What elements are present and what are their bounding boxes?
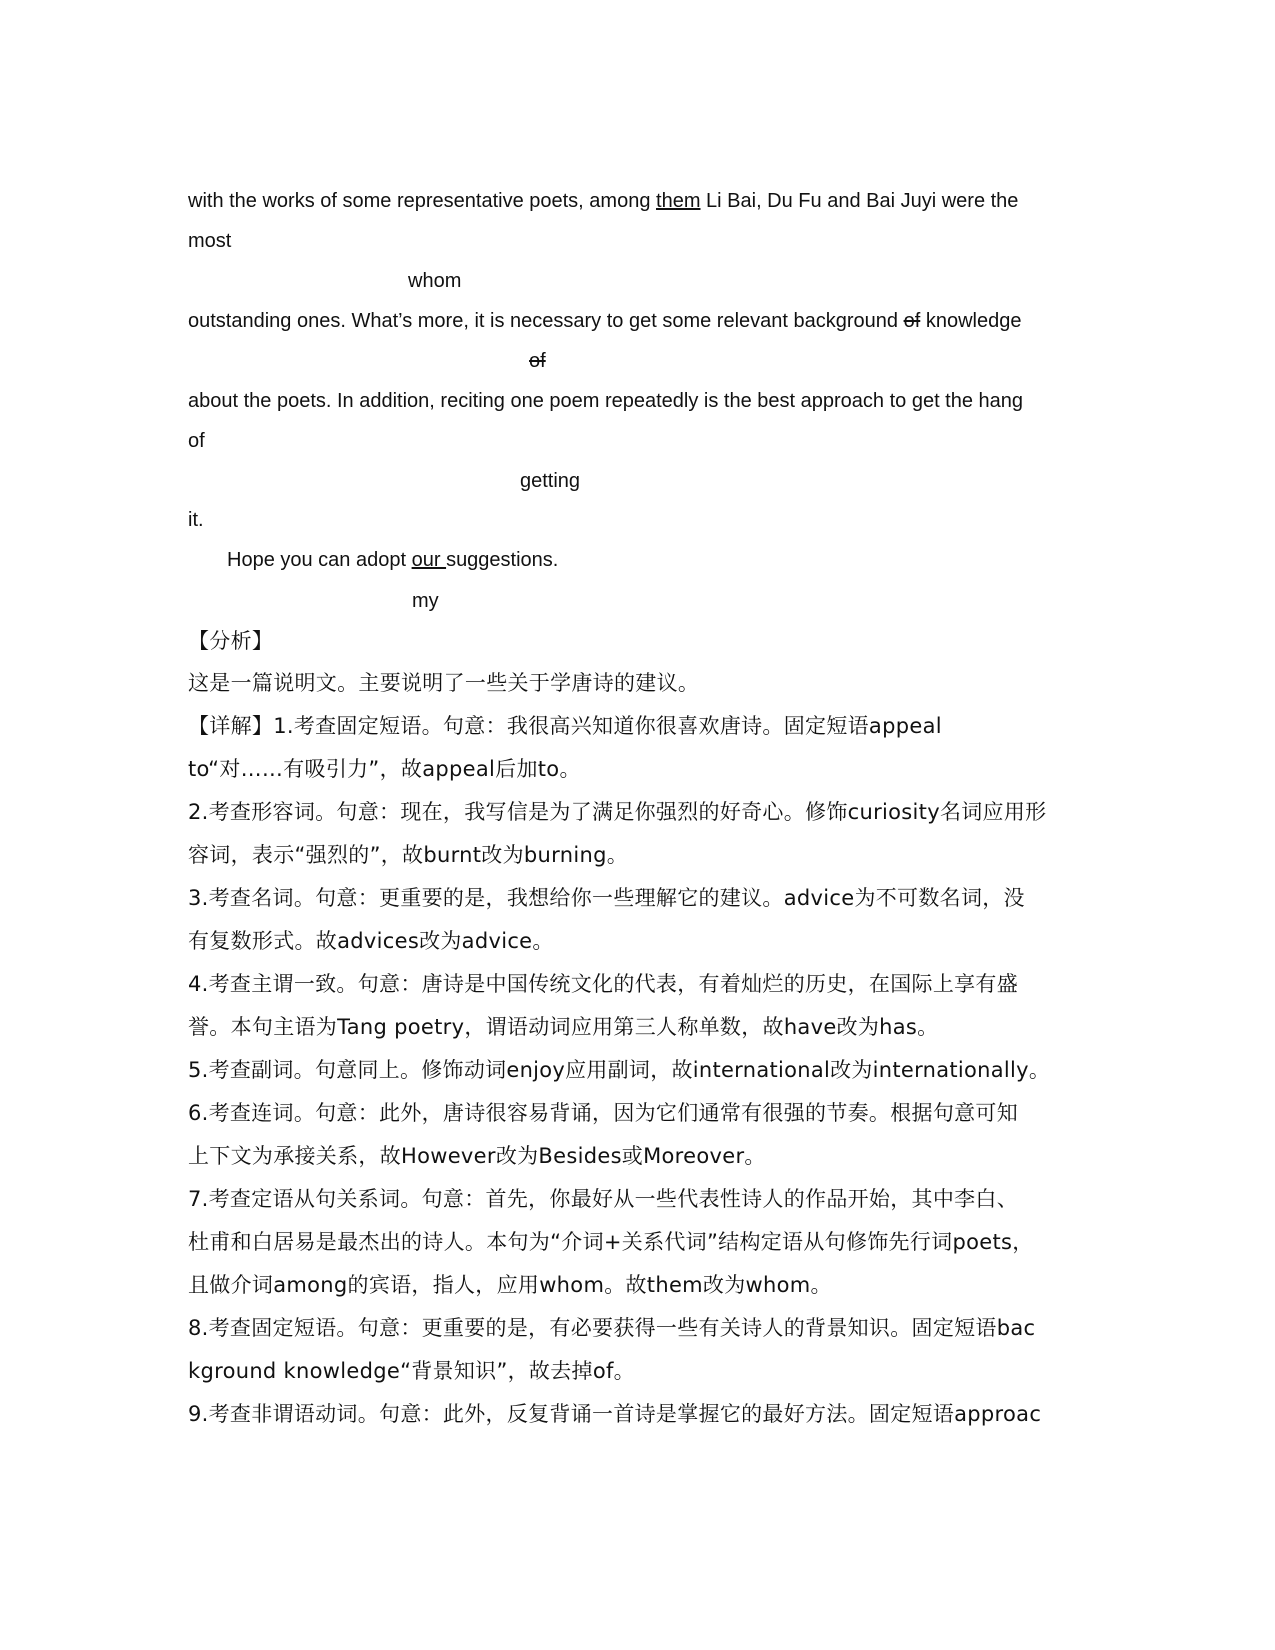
detail-line: 9.考查非谓语动词。句意：此外，反复背诵一首诗是掌握它的最好方法。固定短语approac [188, 1402, 1042, 1426]
essay-line-3: about the poets. In addition, reciting one poem repeatedly is the best approach to get the hang [188, 390, 1024, 412]
detail-line: 6.考查连词。句意：此外，唐诗很容易背诵，因为它们通常有很强的节奏。根据句意可知 [188, 1101, 1019, 1125]
essay-line-4: it. [188, 509, 204, 531]
detail-line: to“对……有吸引力”，故appeal后加to。 [188, 757, 581, 781]
marked-error-them: them [656, 190, 701, 212]
essay-line-3b: of [188, 430, 205, 452]
essay-text: outstanding ones. What’s more, it is necessary to get some relevant background [188, 310, 904, 332]
correction-my: my [412, 590, 439, 612]
essay-line-5 [227, 547, 558, 573]
detail-line: 有复数形式。故advices改为advice。 [188, 929, 554, 953]
correction-whom: whom [408, 270, 462, 292]
detail-line: 杜甫和白居易是最杰出的诗人。本句为“介词+关系代词”结构定语从句修饰先行词poets， [188, 1230, 1034, 1254]
detail-line: 5.考查副词。句意同上。修饰动词enjoy应用副词，故international改为internationally。 [188, 1058, 1051, 1082]
essay-text: knowledge [920, 310, 1022, 332]
essay-text: suggestions. [446, 549, 559, 571]
essay-text: with the works of some representative poets, among [188, 190, 657, 212]
essay-line-2 [188, 308, 1021, 334]
essay-text: Li Bai, Du Fu and Bai Juyi were the [700, 190, 1019, 212]
detail-line: 8.考查固定短语。句意：更重要的是，有必要获得一些有关诗人的背景知识。固定短语bac [188, 1316, 1036, 1340]
essay-line-1 [188, 188, 1018, 214]
detail-line: 上下文为承接关系，故However改为Besides或Moreover。 [188, 1144, 766, 1168]
essay-line-1b: most [188, 230, 232, 252]
correction-delete-of: of [529, 350, 546, 372]
marked-error-of: of [903, 310, 921, 332]
detail-line: 【详解】1.考查固定短语。句意：我很高兴知道你很喜欢唐诗。固定短语appeal [188, 714, 942, 738]
detail-line: 4.考查主谓一致。句意：唐诗是中国传统文化的代表，有着灿烂的历史，在国际上享有盛 [188, 972, 1019, 996]
detail-line: kground knowledge“背景知识”，故去掉of。 [188, 1359, 635, 1383]
detail-line: 容词，表示“强烈的”，故burnt改为burning。 [188, 843, 628, 867]
analysis-text: 这是一篇说明文。主要说明了一些关于学唐诗的建议。 [188, 671, 700, 695]
essay-text: Hope you can adopt [227, 549, 412, 571]
marked-error-our: our [411, 549, 447, 571]
detail-line: 7.考查定语从句关系词。句意：首先，你最好从一些代表性诗人的作品开始，其中李白、 [188, 1187, 1019, 1211]
correction-getting: getting [520, 470, 581, 492]
detail-line: 誉。本句主语为Tang poetry，谓语动词应用第三人称单数，故have改为has。 [188, 1015, 939, 1039]
detail-line: 2.考查形容词。句意：现在，我写信是为了满足你强烈的好奇心。修饰curiosity名词应用形 [188, 800, 1047, 824]
detail-line: 且做介词among的宾语，指人，应用whom。故them改为whom。 [188, 1273, 832, 1297]
analysis-heading: 【分析】 [188, 629, 274, 653]
detail-line: 3.考查名词。句意：更重要的是，我想给你一些理解它的建议。advice为不可数名词，没 [188, 886, 1025, 910]
